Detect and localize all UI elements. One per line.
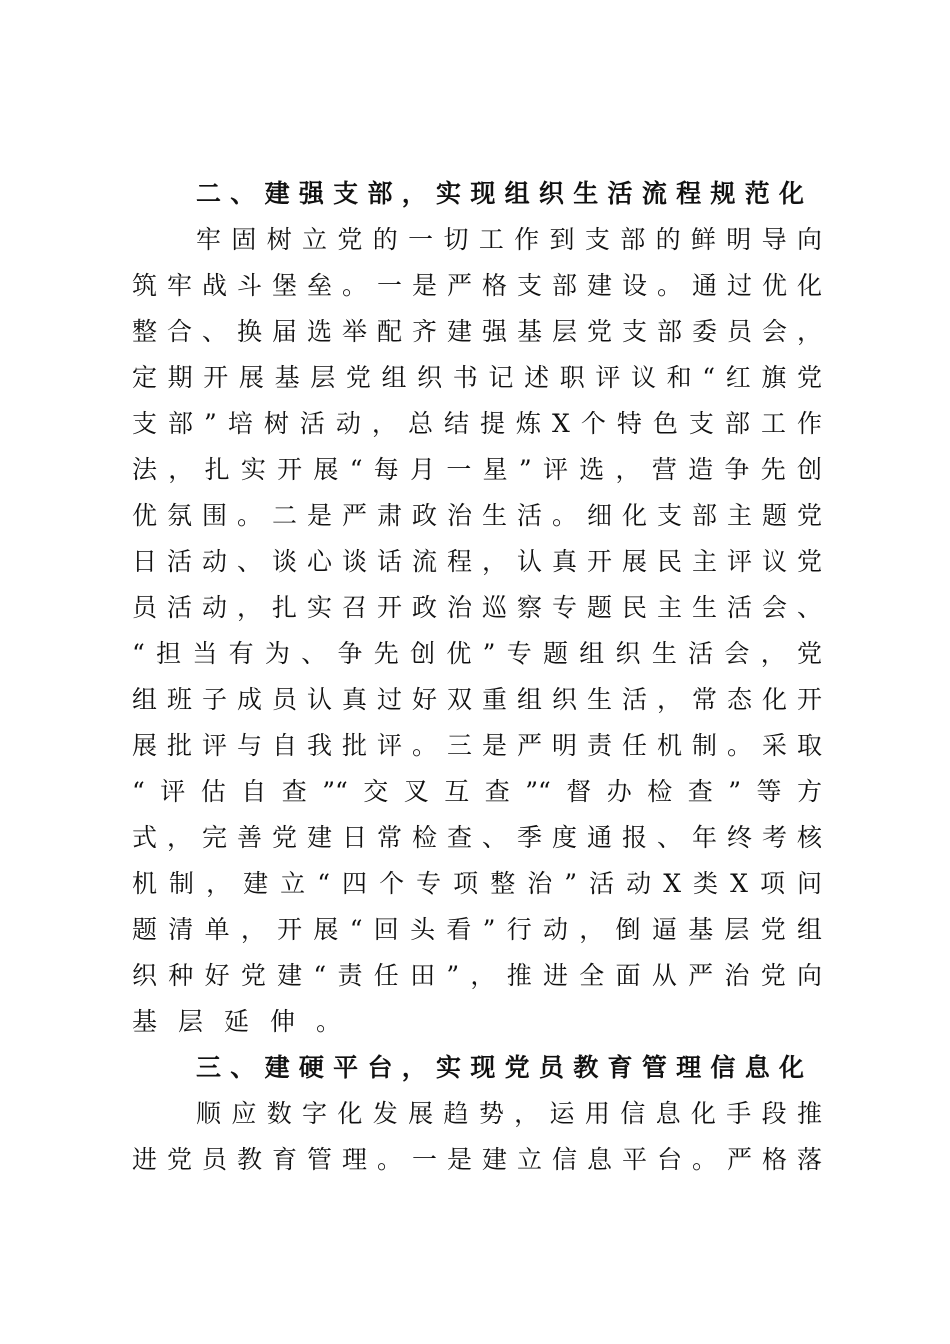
paragraph-line: 优氛围。二是严肃政治生活。细化支部主题党 bbox=[132, 501, 822, 530]
paragraph-line: 组班子成员认真过好双重组织生活，常态化开 bbox=[132, 685, 822, 714]
paragraph-line: 牢固树立党的一切工作到支部的鲜明导向 bbox=[196, 225, 822, 254]
paragraph-line: 题清单，开展“回头看”行动，倒逼基层党组 bbox=[132, 915, 822, 944]
paragraph-line: 定期开展基层党组织书记述职评议和“红旗党 bbox=[132, 363, 822, 392]
paragraph-line: 展批评与自我批评。三是严明责任机制。采取 bbox=[132, 731, 822, 760]
paragraph-line: 支部”培树活动，总结提炼X个特色支部工作 bbox=[132, 409, 822, 438]
paragraph-line: 基层延伸。 bbox=[132, 1007, 363, 1036]
paragraph-line: 进党员教育管理。一是建立信息平台。严格落 bbox=[132, 1145, 822, 1174]
paragraph-line: 法，扎实开展“每月一星”评选，营造争先创 bbox=[132, 455, 822, 484]
paragraph-line: 日活动、谈心谈话流程，认真开展民主评议党 bbox=[132, 547, 822, 576]
paragraph-line: 机制，建立“四个专项整治”活动X类X项问 bbox=[132, 869, 822, 898]
paragraph-line: 织种好党建“责任田”，推进全面从严治党向 bbox=[132, 961, 822, 990]
paragraph-line: “担当有为、争先创优”专题组织生活会，党 bbox=[132, 639, 822, 668]
paragraph-line: 员活动，扎实召开政治巡察专题民主生活会、 bbox=[132, 593, 822, 622]
section-3-heading: 三、建硬平台，实现党员教育管理信息化 bbox=[196, 1053, 804, 1082]
paragraph-line: 顺应数字化发展趋势，运用信息化手段推 bbox=[196, 1099, 822, 1128]
section-2-heading: 二、建强支部，实现组织生活流程规范化 bbox=[196, 179, 804, 208]
paragraph-line: 式，完善党建日常检查、季度通报、年终考核 bbox=[132, 823, 822, 852]
paragraph-line: 筑牢战斗堡垒。一是严格支部建设。通过优化 bbox=[132, 271, 822, 300]
paragraph-line: 整合、换届选举配齐建强基层党支部委员会， bbox=[132, 317, 822, 346]
paragraph-line: “评估自查”“交叉互查”“督办检查”等方 bbox=[132, 777, 822, 806]
